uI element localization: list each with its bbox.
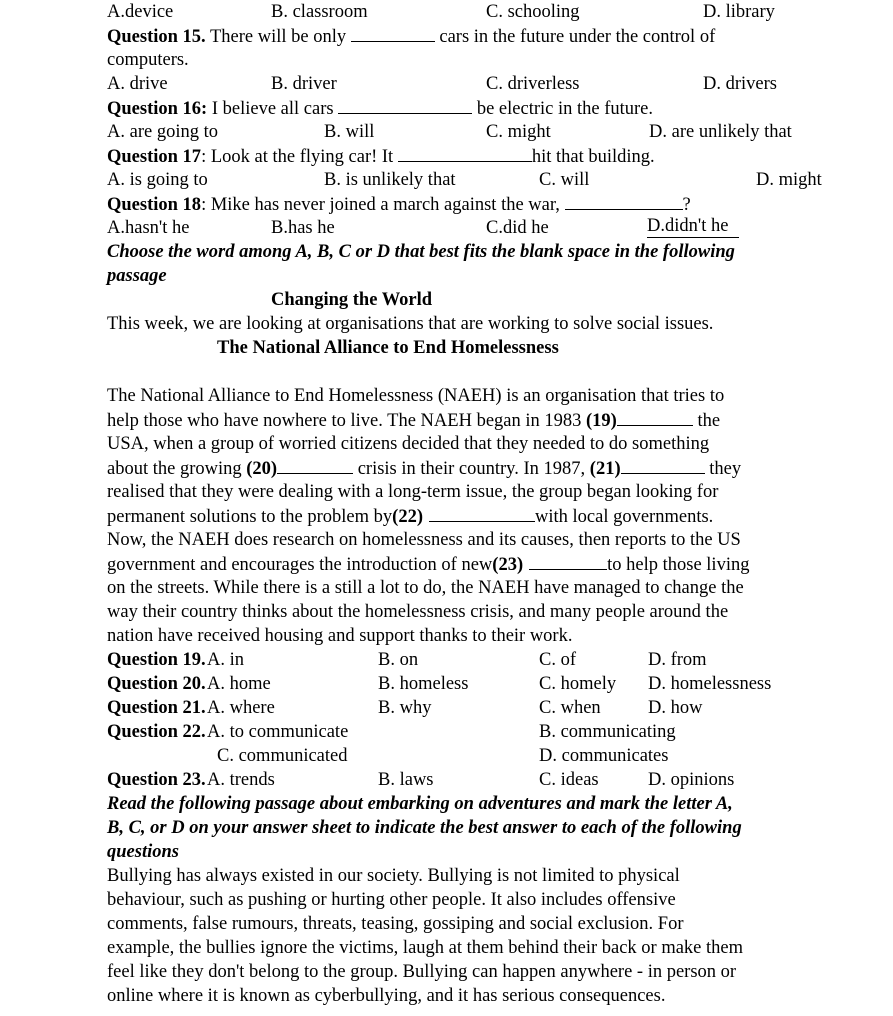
passage-line	[107, 504, 713, 529]
passage-line	[107, 456, 741, 481]
answer-blank	[621, 456, 705, 474]
q19-option-a: A. in	[207, 650, 244, 670]
answer-blank	[351, 24, 435, 42]
passage-line: USA, when a group of worried citizens decided that they needed to do something	[107, 434, 710, 454]
answer-blank	[277, 456, 353, 474]
question-label: Question 15.	[107, 27, 206, 47]
passage-line: online where it is known as cyberbullying, and it has serious consequences.	[107, 986, 666, 1006]
instruction-line: questions	[107, 842, 179, 862]
q22-option-d: D. communicates	[539, 746, 669, 766]
question-21-label: Question 21.	[107, 698, 206, 718]
passage-line: nation have received housing and support thanks to their work.	[107, 626, 573, 646]
q22-option-b: B. communicating	[539, 722, 676, 742]
q23-option-d: D. opinions	[648, 770, 735, 790]
q19-option-b: B. on	[378, 650, 419, 670]
passage-text: permanent solutions to the problem by	[107, 507, 393, 527]
q18-option-c: C.did he	[486, 218, 549, 238]
blank-number: (21)	[589, 459, 621, 479]
passage-line: way their country thinks about the homelessness crisis, and many people around the	[107, 602, 729, 622]
passage-line: on the streets. While there is a still a lot to do, the NAEH have managed to change the	[107, 578, 744, 598]
q20-option-d: D. homelessness	[648, 674, 772, 694]
answer-blank	[529, 552, 607, 570]
question-text: ?	[682, 195, 691, 215]
q15-option-a: A. drive	[107, 74, 168, 94]
q20-option-c: C. homely	[539, 674, 617, 694]
instruction-line: B, C, or D on your answer sheet to indicate the best answer to each of the following	[107, 818, 742, 838]
passage-line: feel like they don't belong to the group. Bullying can happen anywhere - in person or	[107, 962, 737, 982]
q18-option-a: A.hasn't he	[107, 218, 190, 238]
blank-number: (19)	[586, 411, 617, 431]
question-text: I believe all cars	[207, 99, 339, 119]
q22-option-a: A. to communicate	[207, 722, 349, 742]
q16-option-d: D. are unlikely that	[649, 122, 792, 142]
question-19-label: Question 19.	[107, 650, 206, 670]
answer-blank	[398, 144, 532, 162]
question-text: There will be only	[205, 27, 351, 47]
question-label: Question 17	[107, 147, 202, 167]
question-15	[107, 24, 715, 49]
q21-option-b: B. why	[378, 698, 432, 718]
q20-option-a: A. home	[207, 674, 271, 694]
blank-number: (22)	[392, 507, 423, 527]
q21-option-c: C. when	[539, 698, 601, 718]
q15-option-d: D. drivers	[703, 74, 777, 94]
instruction-line: Read the following passage about embarking on adventures and mark the letter A,	[107, 794, 733, 814]
passage-line: Bullying has always existed in our society. Bullying is not limited to physical	[107, 866, 680, 886]
question-22-label: Question 22.	[107, 722, 206, 742]
q19-option-d: D. from	[648, 650, 707, 670]
q16-option-c: C. might	[486, 122, 551, 142]
q18-option-d: D.didn't he	[647, 216, 739, 238]
passage-line	[107, 408, 720, 433]
passage-text: about the growing	[107, 459, 247, 479]
question-15-continuation: computers.	[107, 50, 189, 70]
answer-blank	[565, 192, 683, 210]
q21-option-a: A. where	[207, 698, 275, 718]
answer-blank	[617, 408, 693, 426]
q14-option-a: A.device	[107, 2, 174, 22]
question-17	[107, 144, 655, 169]
passage-line: The National Alliance to End Homelessness (NAEH) is an organisation that tries to	[107, 386, 725, 406]
q19-option-c: C. of	[539, 650, 576, 670]
answer-blank	[338, 96, 472, 114]
question-text: cars in the future under the control of	[434, 27, 716, 47]
question-20-label: Question 20.	[107, 674, 206, 694]
passage-heading: Changing the World	[271, 290, 433, 310]
passage-line: behaviour, such as pushing or hurting other people. It also includes offensive	[107, 890, 676, 910]
q23-option-b: B. laws	[378, 770, 434, 790]
q16-option-b: B. will	[324, 122, 375, 142]
passage-line: example, the bullies ignore the victims, laugh at them behind their back or make them	[107, 938, 744, 958]
passage-text: they	[704, 459, 742, 479]
q22-option-c: C. communicated	[217, 746, 348, 766]
q16-option-a: A. are going to	[107, 122, 218, 142]
q17-option-d: D. might	[756, 170, 822, 190]
q23-option-c: C. ideas	[539, 770, 599, 790]
blank-number: (23)	[492, 555, 524, 575]
passage-text: with local governments.	[535, 507, 714, 527]
passage-subheading: The National Alliance to End Homelessness	[217, 338, 559, 358]
answer-blank	[429, 504, 535, 522]
question-text: : Mike has never joined a march against the war,	[201, 195, 565, 215]
passage-line: comments, false rumours, threats, teasing, gossiping and social exclusion. For	[107, 914, 684, 934]
q20-option-b: B. homeless	[378, 674, 469, 694]
passage-text: the	[692, 411, 721, 431]
question-23-label: Question 23.	[107, 770, 206, 790]
q14-option-b: B. classroom	[271, 2, 368, 22]
passage-text: crisis in their country. In 1987,	[353, 459, 590, 479]
passage-line	[107, 552, 749, 577]
blank-number: (20)	[246, 459, 278, 479]
passage-line: Now, the NAEH does research on homelessness and its causes, then reports to the US	[107, 530, 741, 550]
q15-option-b: B. driver	[271, 74, 337, 94]
question-18	[107, 192, 691, 217]
q17-option-c: C. will	[539, 170, 590, 190]
q17-option-a: A. is going to	[107, 170, 208, 190]
q17-option-b: B. is unlikely that	[324, 170, 456, 190]
q23-option-a: A. trends	[207, 770, 275, 790]
q14-option-d: D. library	[703, 2, 775, 22]
question-16	[107, 96, 653, 121]
passage-intro: This week, we are looking at organisations that are working to solve social issues.	[107, 314, 714, 334]
q21-option-d: D. how	[648, 698, 703, 718]
passage-line: realised that they were dealing with a long-term issue, the group began looking for	[107, 482, 719, 502]
question-label: Question 18	[107, 195, 202, 215]
question-text: be electric in the future.	[472, 99, 654, 119]
instruction-line: passage	[107, 266, 167, 286]
question-text: hit that building.	[531, 147, 655, 167]
q14-option-c: C. schooling	[486, 2, 580, 22]
passage-text: to help those living	[607, 555, 750, 575]
q18-option-b: B.has he	[271, 218, 335, 238]
passage-text: help those who have nowhere to live. The NAEH began in 1983	[107, 411, 587, 431]
question-label: Question 16:	[107, 99, 208, 119]
passage-text: government and encourages the introduction of new	[107, 555, 493, 575]
instruction-line: Choose the word among A, B, C or D that best fits the blank space in the following	[107, 242, 735, 262]
q15-option-c: C. driverless	[486, 74, 580, 94]
question-text: : Look at the flying car! It	[201, 147, 398, 167]
